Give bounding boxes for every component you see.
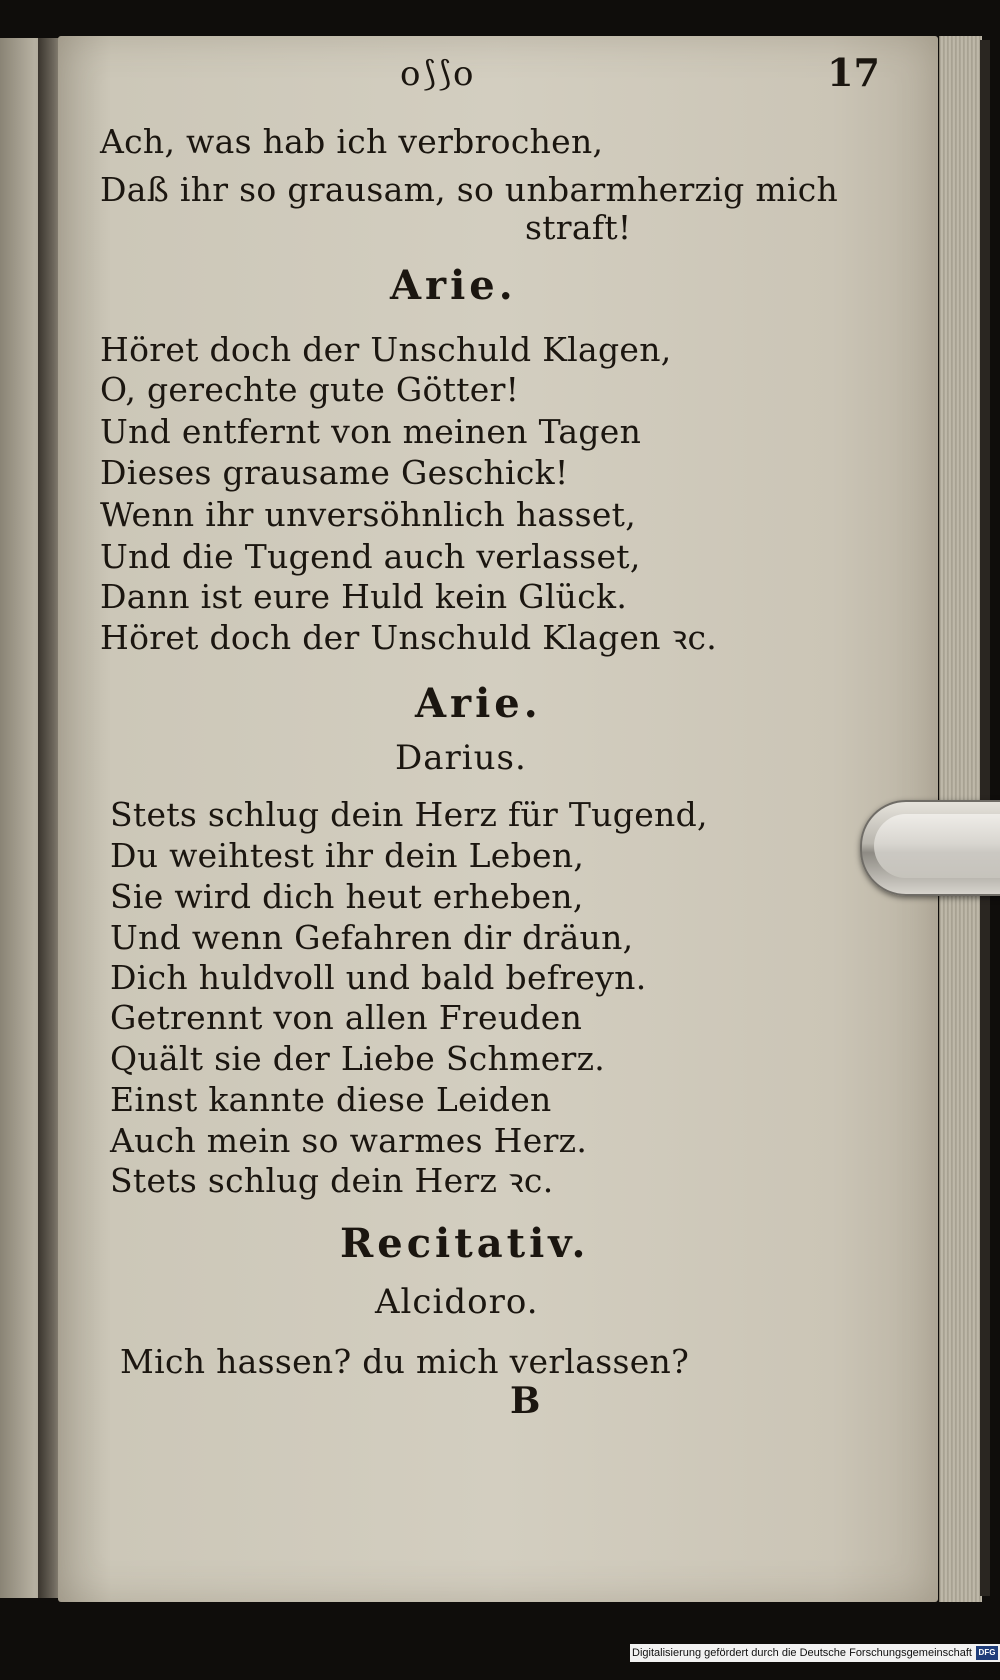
verse-line: Einst kannte diese Leiden	[110, 1080, 552, 1119]
verse-line: Auch mein so warmes Herz.	[110, 1121, 588, 1160]
speaker-name: Alcidoro.	[375, 1282, 539, 1322]
text-line: straft!	[525, 208, 632, 247]
page-number: 17	[827, 50, 880, 95]
footer-text: Digitalisierung gefördert durch die Deutsche Forschungsgemeinschaft -	[632, 1647, 972, 1677]
text-line: Ach, was hab ich verbrochen,	[100, 122, 604, 161]
page-clip-highlight	[874, 814, 1000, 878]
verse-line: Mich hassen? du mich verlassen?	[120, 1342, 690, 1381]
verse-line: Sie wird dich heut erheben,	[110, 877, 584, 916]
section-heading: Recitativ.	[340, 1220, 590, 1267]
verse-line: Und wenn Gefahren dir dräun,	[110, 918, 634, 957]
verse-line: Und die Tugend auch verlasset,	[100, 537, 641, 576]
catchword: B	[510, 1380, 541, 1422]
page-clip	[860, 800, 1000, 896]
verse-line: Dieses grausame Geschick!	[100, 453, 569, 492]
text-line: Daß ihr so grausam, so unbarmherzig mich	[100, 170, 839, 209]
speaker-name: Darius.	[395, 738, 527, 778]
verse-line: Wenn ihr unversöhnlich hasset,	[100, 495, 637, 534]
section-heading: Arie.	[390, 262, 517, 309]
verse-line: Höret doch der Unschuld Klagen ꝛc.	[100, 618, 718, 657]
dfg-logo: DFG	[976, 1646, 998, 1660]
verse-line: Stets schlug dein Herz für Tugend,	[110, 795, 708, 834]
verse-line: Dann ist eure Huld kein Glück.	[100, 577, 628, 616]
digitization-footer	[630, 1644, 1000, 1677]
verse-line: Quält sie der Liebe Schmerz.	[110, 1039, 606, 1078]
verse-line: O, gerechte gute Götter!	[100, 370, 520, 409]
verse-line: Getrennt von allen Freuden	[110, 998, 583, 1037]
running-header	[100, 50, 880, 110]
section-heading: Arie.	[415, 680, 542, 727]
header-ornament: o⟆⟆o	[400, 54, 476, 94]
verse-line: Stets schlug dein Herz ꝛc.	[110, 1161, 554, 1200]
verse-line: Dich huldvoll und bald befreyn.	[110, 958, 647, 997]
verse-line: Höret doch der Unschuld Klagen,	[100, 330, 672, 369]
verse-line: Und entfernt von meinen Tagen	[100, 412, 642, 451]
verse-line: Du weihtest ihr dein Leben,	[110, 836, 585, 875]
